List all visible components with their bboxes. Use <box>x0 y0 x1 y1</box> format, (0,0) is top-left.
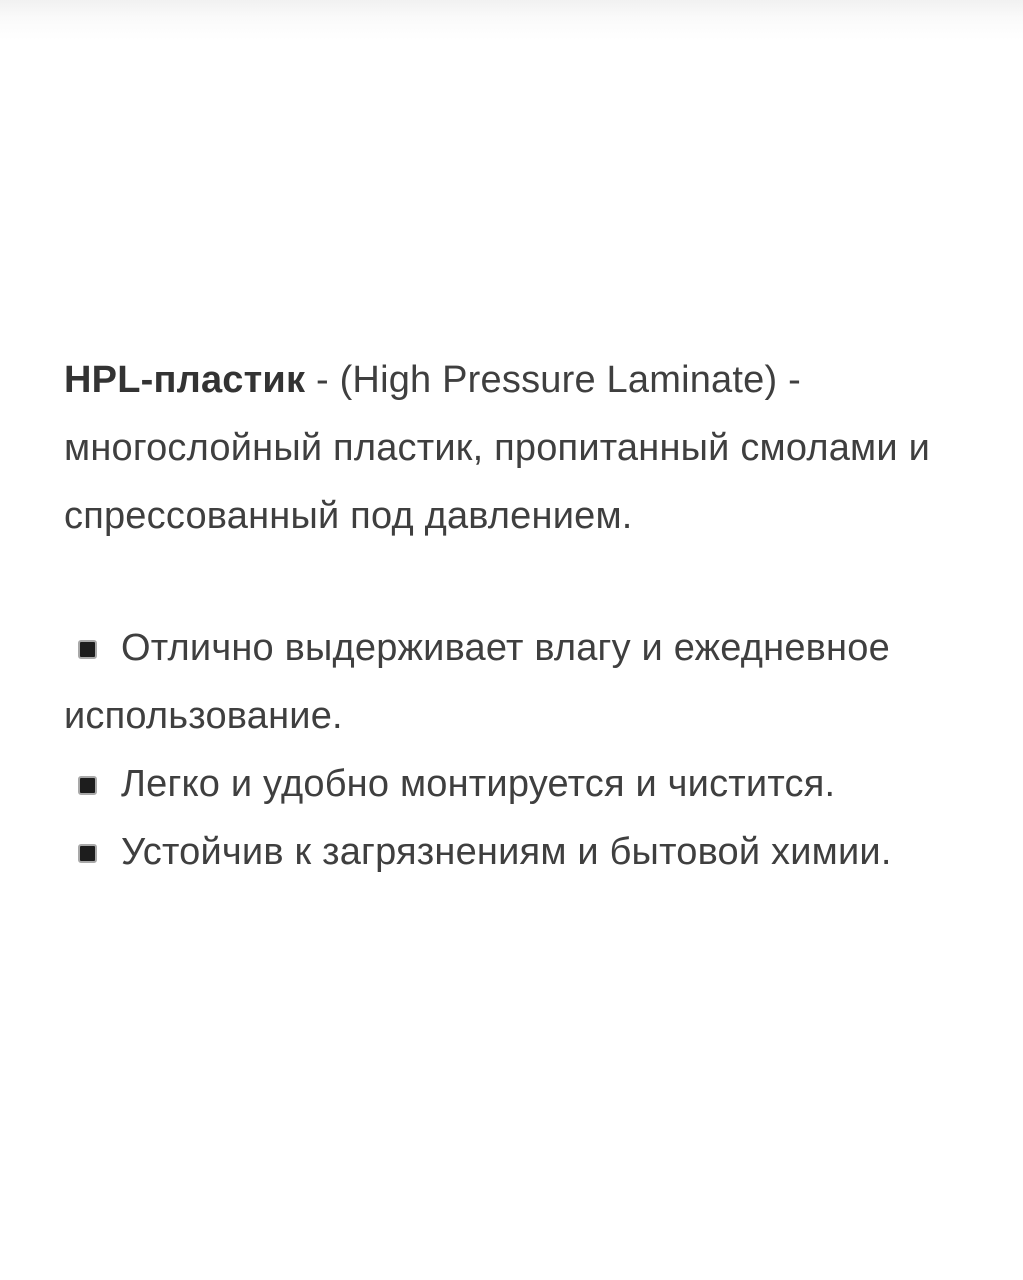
intro-paragraph <box>64 346 964 550</box>
text-content <box>64 346 964 886</box>
black-square-icon <box>78 844 97 863</box>
feature-item <box>64 750 964 818</box>
term-definition: - (High Pressure Laminate) - многослойный пластик, пропитанный смолами и спрессованный под давлением. <box>64 359 930 537</box>
top-shade <box>0 0 1023 40</box>
feature-item <box>64 818 964 886</box>
feature-list <box>64 614 964 886</box>
black-square-icon <box>78 776 97 795</box>
black-square-icon <box>78 640 97 659</box>
feature-text: Отлично выдерживает влагу и ежедневное использование. <box>64 627 890 737</box>
feature-item <box>64 614 964 750</box>
term-heading: HPL-пластик <box>64 359 306 401</box>
feature-text: Устойчив к загрязнениям и бытовой химии. <box>121 831 892 873</box>
feature-text: Легко и удобно монтируется и чистится. <box>121 763 836 805</box>
